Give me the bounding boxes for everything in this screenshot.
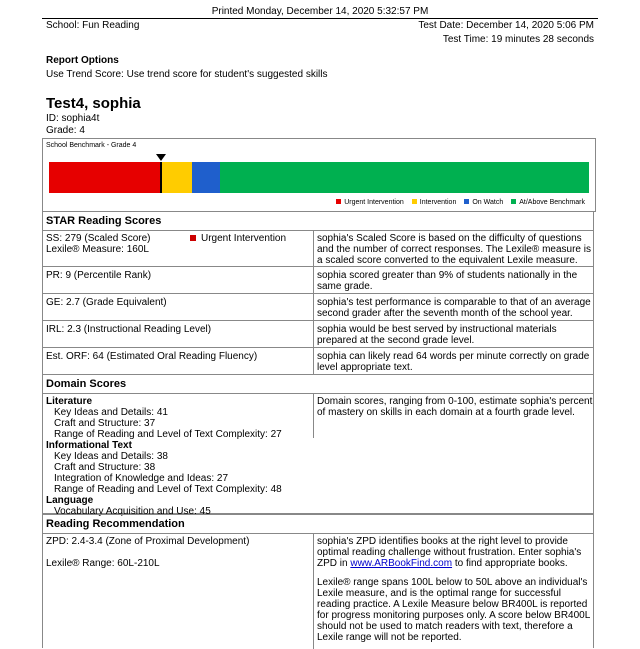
zpd-description — [317, 536, 593, 569]
score-row-pr — [43, 267, 593, 294]
score-description: sophia can likely read 64 words per minute correctly on grade level appropriate text. — [317, 351, 590, 373]
urgent-square-icon — [190, 235, 196, 241]
school-name: School: Fun Reading — [46, 20, 140, 31]
legend-label: On Watch — [472, 199, 504, 206]
star-scores-title: STAR Reading Scores — [43, 212, 593, 231]
benchmark-segment — [49, 162, 160, 193]
urgent-badge — [190, 233, 286, 244]
column-divider — [313, 267, 314, 293]
urgent-label: Urgent Intervention — [201, 233, 287, 244]
oral-reading-fluency: Est. ORF: 64 (Estimated Oral Reading Fluency) — [46, 351, 258, 362]
score-marker-icon — [156, 154, 166, 161]
column-divider — [313, 348, 314, 375]
lexile-description: Lexile® range spans 100L below to 50L above an individual's Lexile measure, and is the optimal range for successful reading practice. A Lexile Measure below BR400L is reported for progress monitoring purposes only. A score below BR400L should not be used to match readers with text, therefore a Lexile range will not be reported. — [317, 577, 590, 643]
report-options-title: Report Options — [46, 55, 119, 66]
reading-recommendation-title: Reading Recommendation — [43, 515, 593, 534]
zpd-value: ZPD: 2.4-3.4 (Zone of Proximal Development) — [46, 536, 250, 547]
student-name: Test4, sophia — [46, 95, 141, 112]
legend-swatch-icon — [336, 199, 341, 204]
grade-equivalent: GE: 2.7 (Grade Equivalent) — [46, 297, 167, 308]
domain-item: Range of Reading and Level of Text Complexity: 27 — [54, 429, 282, 440]
score-description: sophia would be best served by instructional materials prepared at the second grade level. — [317, 324, 557, 346]
domain-scores-title: Domain Scores — [43, 375, 593, 394]
column-divider — [313, 533, 314, 649]
column-divider — [313, 230, 314, 266]
zpd-text: sophia's ZPD identifies books at the right level to provide optimal reading challenge without frustration. Enter sophia's ZPD in — [317, 536, 582, 569]
domain-language: Language — [46, 495, 94, 506]
benchmark-segment — [160, 162, 192, 193]
domain-informational: Informational Text — [46, 440, 132, 451]
legend-swatch-icon — [464, 199, 469, 204]
domain-item: Range of Reading and Level of Text Complexity: 48 — [54, 484, 282, 495]
test-time: Test Time: 19 minutes 28 seconds — [442, 34, 594, 45]
benchmark-segment — [220, 162, 589, 193]
score-row-ge — [43, 294, 593, 321]
score-description: sophia's Scaled Score is based on the difficulty of questions and the number of correct responses. The Lexile® measure is a scaled score converted to the equivalent Lexile measure. — [317, 233, 591, 266]
recommendation-left — [46, 536, 249, 569]
legend-label: Urgent Intervention — [344, 199, 404, 206]
domain-item: Vocabulary Acquisition and Use: 45 — [54, 506, 211, 517]
legend-item — [336, 199, 404, 206]
benchmark-label: School Benchmark - Grade 4 — [46, 142, 137, 149]
legend-label: At/Above Benchmark — [519, 199, 585, 206]
recommendation-row — [43, 533, 593, 649]
zpd-text-end: to find appropriate books. — [452, 558, 568, 569]
header-divider — [42, 18, 598, 19]
domain-scores-section — [42, 374, 594, 517]
column-divider — [313, 294, 314, 320]
score-description: sophia's test performance is comparable to that of an average second grader after the seventh month of the school year. — [317, 297, 591, 319]
legend-item — [412, 199, 457, 206]
legend-swatch-icon — [511, 199, 516, 204]
domain-item: Craft and Structure: 38 — [54, 462, 156, 473]
domain-list — [46, 396, 282, 517]
instructional-reading-level: IRL: 2.3 (Instructional Reading Level) — [46, 324, 212, 335]
scaled-score: SS: 279 (Scaled Score) — [46, 233, 151, 244]
domain-item: Key Ideas and Details: 38 — [54, 451, 168, 462]
reading-recommendation-section — [42, 514, 594, 648]
benchmark-box — [42, 138, 596, 212]
score-row-orf — [43, 348, 593, 375]
percentile-rank: PR: 9 (Percentile Rank) — [46, 270, 152, 281]
domain-item: Integration of Knowledge and Ideas: 27 — [54, 473, 229, 484]
benchmark-segment — [192, 162, 220, 193]
report-options-text: Use Trend Score: Use trend score for student's suggested skills — [46, 69, 328, 80]
lexile-measure: Lexile® Measure: 160L — [46, 244, 149, 255]
domain-item: Key Ideas and Details: 41 — [54, 407, 168, 418]
score-marker-line — [160, 162, 162, 193]
printed-timestamp: Printed Monday, December 14, 2020 5:32:57 PM — [211, 6, 429, 17]
domain-item: Craft and Structure: 37 — [54, 418, 156, 429]
score-row-irl — [43, 321, 593, 348]
legend-item — [464, 199, 503, 206]
benchmark-bar — [49, 162, 589, 193]
benchmark-legend — [336, 199, 585, 206]
score-row-ss — [43, 230, 593, 267]
legend-item — [511, 199, 585, 206]
domain-description: Domain scores, ranging from 0-100, estimate sophia's percent of mastery on skills in each domain at a fourth grade level. — [317, 396, 593, 418]
star-scores-section — [42, 211, 594, 375]
lexile-range: Lexile® Range: 60L-210L — [46, 558, 160, 569]
score-left — [46, 233, 151, 255]
test-date: Test Date: December 14, 2020 5:06 PM — [418, 20, 594, 31]
legend-swatch-icon — [412, 199, 417, 204]
student-grade: Grade: 4 — [46, 125, 85, 136]
domain-literature: Literature — [46, 396, 93, 407]
legend-label: Intervention — [419, 199, 457, 206]
arbookfind-link[interactable]: www.ARBookFind.com — [350, 558, 453, 569]
column-divider — [313, 393, 314, 438]
column-divider — [313, 321, 314, 347]
score-description: sophia scored greater than 9% of students nationally in the same grade. — [317, 270, 578, 292]
recommendation-right — [317, 536, 593, 643]
domain-row — [43, 393, 593, 517]
student-id: ID: sophia4t — [46, 113, 100, 124]
